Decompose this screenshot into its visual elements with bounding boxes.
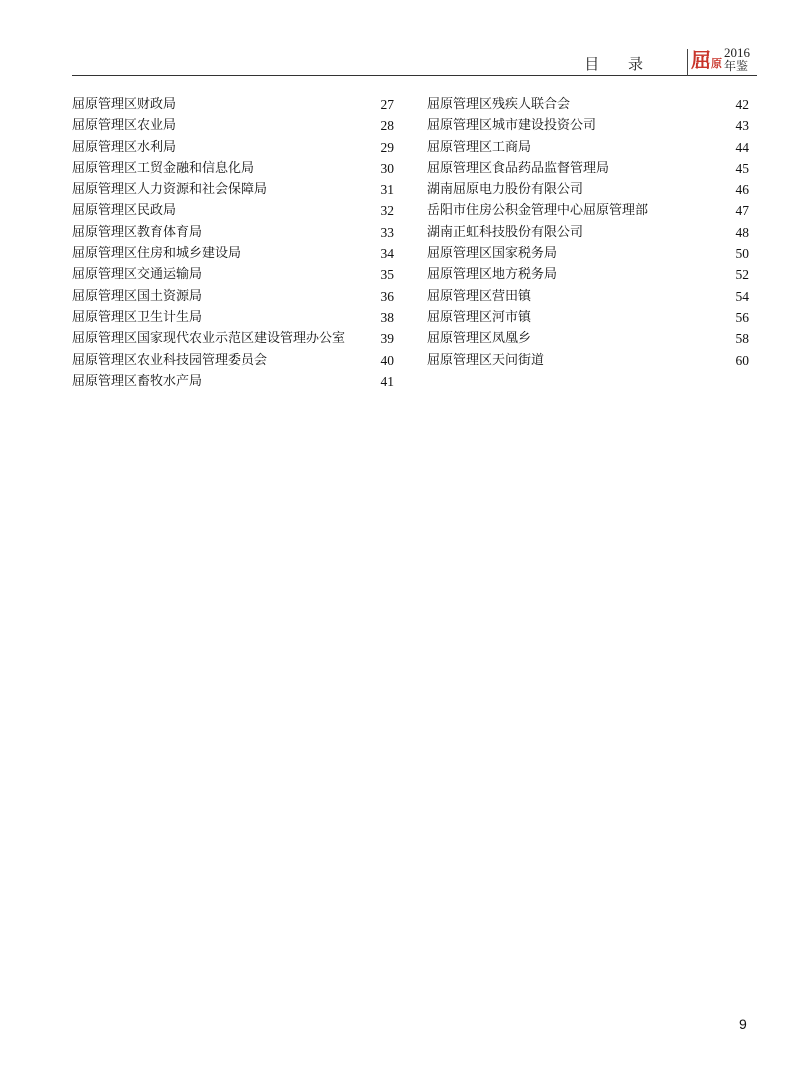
toc-entry[interactable]	[72, 307, 394, 328]
yearbook-logo	[687, 47, 757, 75]
toc-entry[interactable]	[427, 243, 749, 264]
toc-entry[interactable]	[427, 328, 749, 349]
section-label: 目 录	[584, 55, 655, 73]
toc-entry-page: 27	[380, 97, 394, 112]
toc-entry[interactable]	[427, 200, 749, 221]
toc-entry-title: 屈原管理区国土资源局	[72, 288, 203, 304]
toc-entry-page: 45	[735, 160, 749, 176]
toc-entry-title: 岳阳市住房公积金管理中心屈原管理部	[427, 203, 649, 219]
toc-entry-title: 屈原管理区农业科技园管理委员会	[72, 352, 268, 368]
toc-entry[interactable]	[427, 115, 749, 136]
toc-entry-title: 屈原管理区国家税务局	[427, 246, 558, 262]
toc-entry-page: 42	[735, 97, 749, 112]
toc-entry[interactable]	[72, 371, 394, 392]
logo-divider	[687, 49, 688, 76]
toc-entry[interactable]	[72, 115, 394, 136]
page-header	[72, 47, 757, 76]
toc-entry-title: 屈原管理区天问街道	[427, 352, 545, 368]
toc-entry-page: 52	[735, 267, 749, 283]
toc-entry-title: 湖南正虹科技股份有限公司	[427, 224, 584, 240]
toc-entry[interactable]	[72, 137, 394, 158]
toc-entry-page: 50	[735, 246, 749, 262]
toc-entry-page: 35	[380, 267, 394, 283]
toc-entry-title: 屈原管理区工商局	[427, 139, 532, 155]
toc-entry-title: 屈原管理区工贸金融和信息化局	[72, 160, 255, 176]
toc-entry-page: 34	[380, 246, 394, 262]
toc-entry-page: 39	[380, 331, 394, 347]
logo-char-2: 原	[711, 57, 722, 70]
toc-entry-title: 屈原管理区住房和城乡建设局	[72, 246, 242, 262]
toc-entry-page: 43	[735, 118, 749, 134]
toc-entry[interactable]	[72, 158, 394, 179]
toc-entry-page: 56	[735, 309, 749, 325]
toc-entry-title: 屈原管理区国家现代农业示范区建设管理办公室	[72, 331, 346, 347]
toc-entry-page: 28	[380, 118, 394, 134]
page-number: 9	[739, 1016, 747, 1032]
toc-entry-title: 屈原管理区食品药品监督管理局	[427, 160, 610, 176]
toc-entry-title: 屈原管理区营田镇	[427, 288, 532, 304]
toc-entry-page: 54	[735, 288, 749, 304]
toc-entry[interactable]	[427, 286, 749, 307]
toc-entry-title: 屈原管理区凤凰乡	[427, 331, 532, 347]
toc-entry-title: 屈原管理区水利局	[72, 139, 177, 155]
toc-entry-title: 屈原管理区财政局	[72, 97, 177, 112]
toc-entry[interactable]	[72, 200, 394, 221]
toc-entry-page: 38	[380, 309, 394, 325]
toc-entry[interactable]	[72, 286, 394, 307]
toc-entry-page: 31	[380, 182, 394, 198]
toc-entry-title: 屈原管理区河市镇	[427, 309, 532, 325]
toc-entry[interactable]	[427, 94, 749, 115]
toc-entry-page: 48	[735, 224, 749, 240]
toc-entry-title: 屈原管理区卫生计生局	[72, 309, 203, 325]
toc-entry-title: 屈原管理区农业局	[72, 118, 177, 134]
toc-entry[interactable]	[427, 179, 749, 200]
logo-year: 2016	[724, 45, 750, 60]
toc-entry-title: 湖南屈原电力股份有限公司	[427, 182, 584, 198]
toc-entry[interactable]	[427, 158, 749, 179]
toc-right-column	[427, 94, 749, 371]
toc-entry-page: 41	[380, 373, 394, 389]
toc-entry[interactable]	[72, 350, 394, 371]
toc-entry[interactable]	[427, 350, 749, 371]
toc-entry-title: 屈原管理区民政局	[72, 203, 177, 219]
logo-char-1: 屈	[691, 48, 711, 72]
toc-entry-page: 29	[380, 139, 394, 155]
toc-entry-page: 46	[735, 182, 749, 198]
toc-entry-title: 屈原管理区残疾人联合会	[427, 97, 571, 112]
toc-entry[interactable]	[72, 222, 394, 243]
toc-entry-page: 30	[380, 160, 394, 176]
toc-entry[interactable]	[72, 179, 394, 200]
toc-entry-title: 屈原管理区教育体育局	[72, 224, 203, 240]
toc-left-column	[72, 94, 394, 392]
toc-entry-page: 60	[735, 352, 749, 368]
toc-entry[interactable]	[427, 307, 749, 328]
toc-entry-page: 33	[380, 224, 394, 240]
toc-entry-page: 40	[380, 352, 394, 368]
logo-title: 年鉴	[724, 59, 749, 73]
toc-entry-page: 44	[735, 139, 749, 155]
toc-entry-page: 58	[735, 331, 749, 347]
toc-entry[interactable]	[72, 328, 394, 349]
toc-entry[interactable]	[72, 264, 394, 285]
toc-entry-title: 屈原管理区人力资源和社会保障局	[72, 182, 268, 198]
toc-entry-title: 屈原管理区畜牧水产局	[72, 373, 203, 389]
toc-entry-page: 36	[380, 288, 394, 304]
toc-entry[interactable]	[427, 137, 749, 158]
toc-entry-title: 屈原管理区交通运输局	[72, 267, 203, 283]
toc-entry[interactable]	[427, 264, 749, 285]
toc-entry-title: 屈原管理区地方税务局	[427, 267, 558, 283]
toc-entry-page: 32	[380, 203, 394, 219]
toc-entry[interactable]	[427, 222, 749, 243]
toc-entry-page: 47	[735, 203, 749, 219]
toc-entry[interactable]	[72, 243, 394, 264]
toc-entry[interactable]	[72, 94, 394, 115]
toc-entry-title: 屈原管理区城市建设投资公司	[427, 118, 597, 134]
